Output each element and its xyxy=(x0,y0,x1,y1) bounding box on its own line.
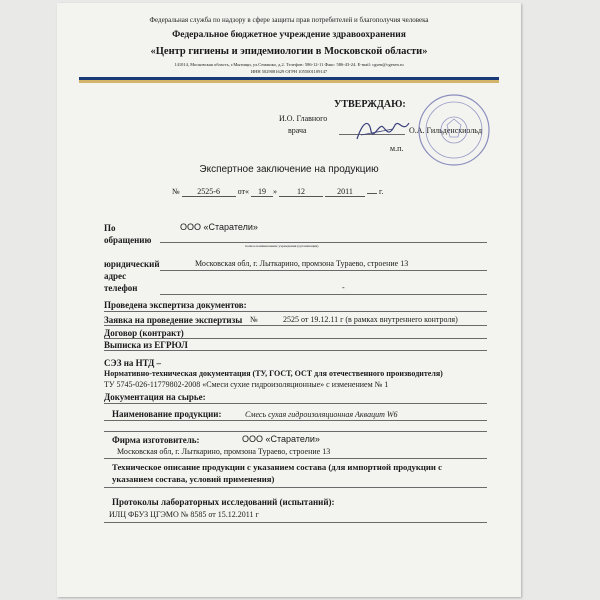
organization-inn: ИНН 5029081629 ОГРН 1055001109147 xyxy=(250,69,328,74)
approval-position-line-1: И.О. Главного xyxy=(279,114,328,123)
document-page xyxy=(57,3,521,597)
official-stamp-icon xyxy=(417,93,491,167)
tech-description-line-1: Техническое описание продукции с указанием состава (для импортной продукции с xyxy=(112,462,442,472)
header-stripe-gold xyxy=(79,80,499,83)
organization-line-1: Федеральное бюджетное учреждение здравоохранения xyxy=(172,30,406,40)
tech-description-line-2: указанием состава, условий применения) xyxy=(112,474,275,484)
number-label: № xyxy=(172,187,180,196)
request-label-line-1: По xyxy=(104,223,116,233)
contract-label: Договор (контракт) xyxy=(104,328,184,338)
approval-signer-name: О.А. Гильденскиольд xyxy=(409,126,483,135)
ntd-label: Нормативно-техническая документация (ТУ, ГОСТ, ОСТ для отечественного производителя) xyxy=(104,369,443,378)
date-year: 2011 xyxy=(325,187,365,197)
organization-line-2: «Центр гигиены и эпидемиологии в Московской области» xyxy=(150,46,428,57)
application-value: 2525 от 19.12.11 г (в рамках внутреннего контроля) xyxy=(283,315,458,324)
application-label: Заявка на проведение экспертизы xyxy=(104,315,243,325)
raw-docs-label: Документация на сырье: xyxy=(104,392,206,402)
approval-heading: УТВЕРЖДАЮ: xyxy=(334,99,406,110)
date-from-label: от« xyxy=(237,187,250,196)
manufacturer-name: ООО «Старатели» xyxy=(242,434,320,444)
request-organization: ООО «Старатели» xyxy=(180,222,258,232)
year-suffix: г. xyxy=(379,187,384,196)
document-number: 2525-6 xyxy=(182,187,236,197)
lab-protocols-label: Протоколы лабораторных исследований (испытаний): xyxy=(112,497,335,507)
document-number-line: № 2525-6 от« 19 » 12 2011 г. xyxy=(172,187,384,196)
egrul-label: Выписка из ЕГРЮЛ xyxy=(104,340,188,350)
expertise-heading: Проведена экспертиза документов: xyxy=(104,300,247,310)
sez-ntd-label: СЭЗ на НТД – xyxy=(104,358,162,368)
document-title: Экспертное заключение на продукцию xyxy=(199,164,379,175)
application-number-label: № xyxy=(250,315,258,324)
legal-address-label-line-2: адрес xyxy=(104,271,127,281)
manufacturer-address: Московская обл, г. Лыткарино, промзона Тураево, строение 13 xyxy=(117,447,331,456)
date-month: 12 xyxy=(279,187,323,197)
legal-address-label-line-1: юридический xyxy=(104,259,160,269)
date-day: 19 xyxy=(251,187,273,197)
ntd-value: ТУ 5745-026-11779802-2008 «Смеси сухие гидроизоляционные» с изменением № 1 xyxy=(104,380,389,389)
request-label-line-2: обращению xyxy=(104,235,152,245)
lab-protocols-value: ИЛЦ ФБУЗ ЦГЭМО № 8585 от 15.12.2011 г xyxy=(109,510,259,519)
product-label: Наименование продукции: xyxy=(112,409,222,419)
agency-name: Федеральная служба по надзору в сфере защиты прав потребителей и благополучия человека xyxy=(149,16,429,24)
approval-mp: м.п. xyxy=(390,144,404,153)
product-name: Смесь сухая гидроизоляционная Аквацит W6 xyxy=(245,410,398,419)
phone-value: - xyxy=(342,283,345,292)
legal-address-value: Московская обл, г. Лыткарино, промзона Тураево, строение 13 xyxy=(195,259,409,268)
manufacturer-label: Фирма изготовитель: xyxy=(112,435,200,445)
organization-address: 141014, Московская область, г.Мытищи, ул.Семашко, д.2. Телефон: 586-12-11 Факс: 586-43-24. E-mail: cgsen@cgesen.ru xyxy=(174,62,404,67)
approval-position-line-2: врача xyxy=(288,126,307,135)
request-caption: полное наименование учреждения (организации) xyxy=(245,244,319,248)
phone-label: телефон xyxy=(104,283,138,293)
signature-icon xyxy=(353,115,413,145)
